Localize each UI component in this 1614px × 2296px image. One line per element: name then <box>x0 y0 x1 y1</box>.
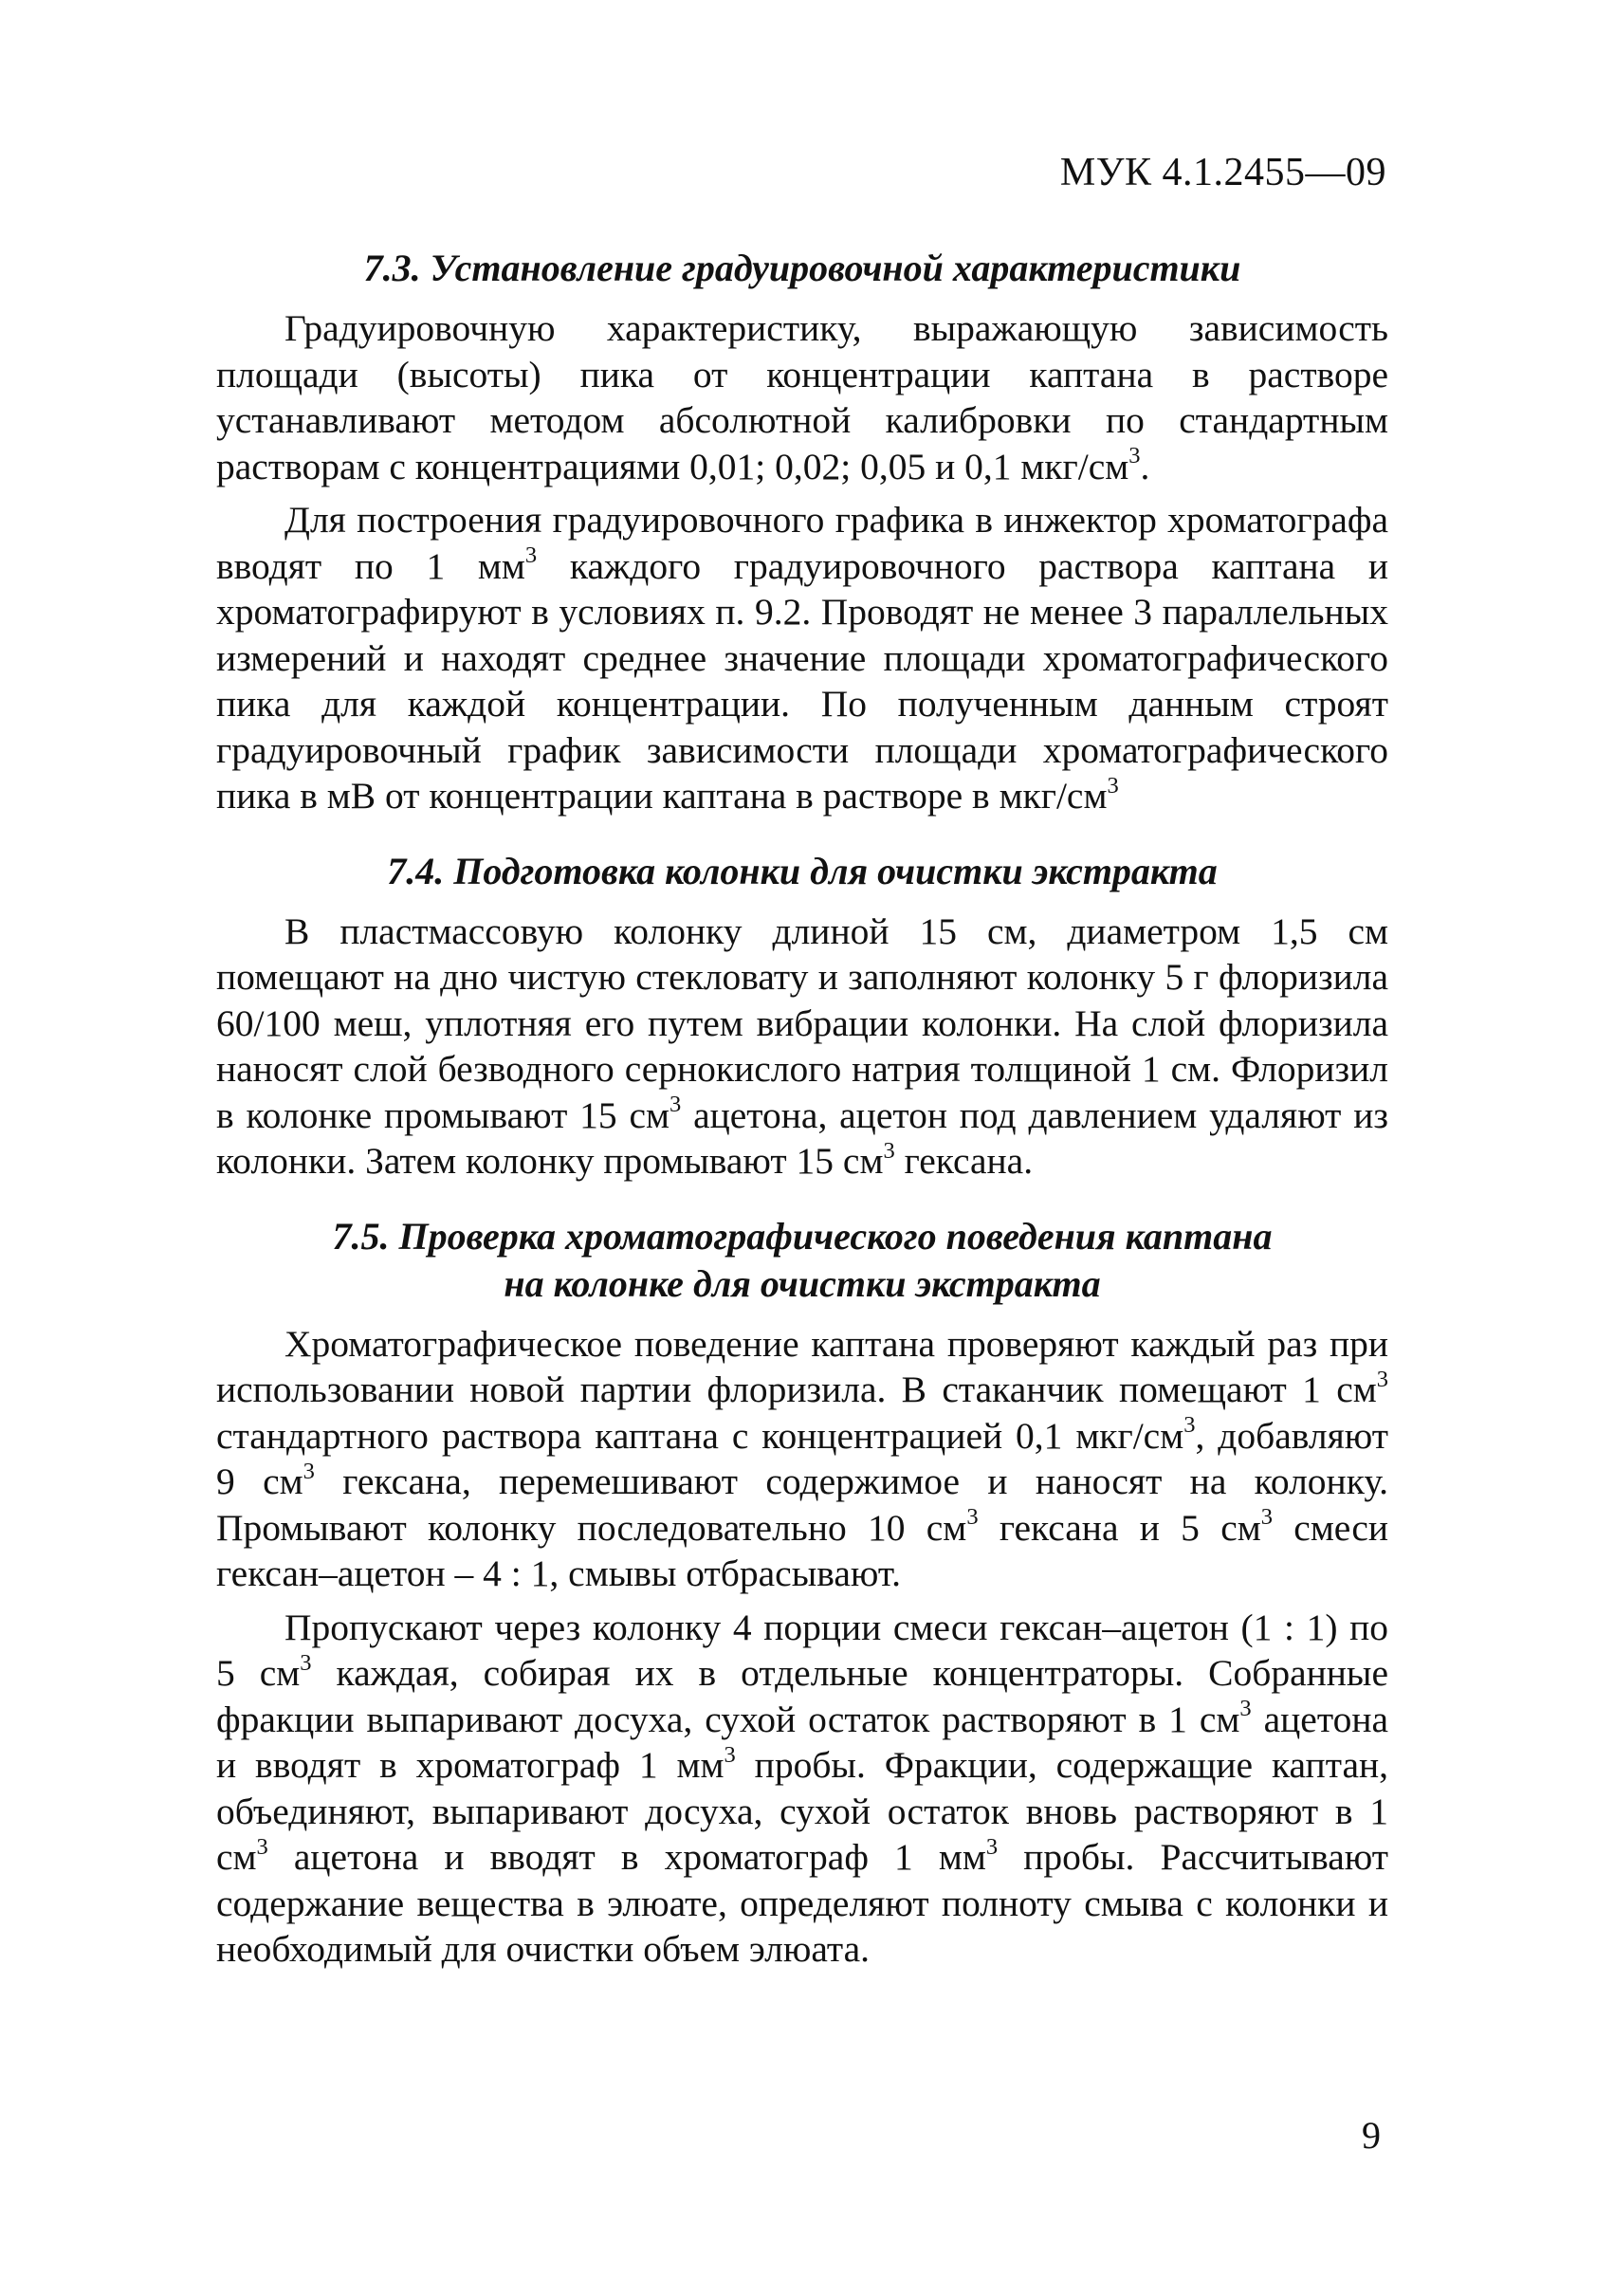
superscript: 3 <box>669 1092 682 1118</box>
section-number: 7.3. <box>363 247 421 289</box>
paragraph <box>216 1321 1388 1597</box>
section-number: 7.4. <box>387 849 445 892</box>
paragraph <box>216 909 1388 1185</box>
superscript: 3 <box>1107 772 1119 799</box>
superscript: 3 <box>883 1137 895 1164</box>
text-run: В пластмассовую колонку длиной 15 см, диаметром 1,5 см помещают на дно чистую стекловату и заполняют колонку 5 г флоризила 60/100 меш, уплотняя его путем вибрации колонки. На слой флоризила наносят слой безводного сернокислого натрия толщиной 1 см. Флоризил в колонке промывают 15 см <box>216 909 1388 1136</box>
superscript: 3 <box>303 1458 315 1484</box>
section-title: Подготовка колонки для очистки экстракта <box>453 849 1218 892</box>
text-run: ацетона и вводят в хроматограф 1 мм <box>267 1836 986 1878</box>
section-number: 7.5. <box>332 1214 390 1258</box>
text-run: стандартного раствора каптана с концентрацией 0,1 мкг/см <box>216 1414 1184 1457</box>
section-7-4-heading <box>216 848 1388 895</box>
page-content <box>216 245 1388 1980</box>
superscript: 3 <box>1183 1412 1196 1439</box>
text-run: каждого градуировочного раствора каптана и хроматографируют в условиях п. 9.2. Проводят не менее 3 параллельных измерений и находят среднее значение площади хроматографического пика для каждой концентрации. По полученным данным строят градуировочный график зависимости площади хроматографического пика в мВ от концентрации каптана в растворе в мкг/см <box>216 544 1388 817</box>
text-run: Хроматографическое поведение каптана проверяют каждый раз при использовании новой партии флоризила. В стаканчик помещают 1 см <box>216 1322 1388 1410</box>
superscript: 3 <box>724 1741 736 1768</box>
section-title-line1: Проверка хроматографического поведения каптана <box>398 1214 1273 1258</box>
text-run: Для построения градуировочного графика в инжектор хроматографа вводят по 1 мм <box>216 499 1388 587</box>
text-run: пробы. Рассчитывают содержание вещества в элюате, определяют полноту смыва с колонки и необходимый для очистки объем элюата. <box>216 1836 1388 1970</box>
section-title: Установление градуировочной характеристики <box>430 247 1241 289</box>
paragraph <box>216 305 1388 489</box>
text-run: Градуировочную характеристику, выражающую зависимость площади (высоты) пика от концентрации каптана в растворе устанавливают методом абсолютной калибровки по стандартным растворам с концентрациями 0,01; 0,02; 0,05 и 0,1 мкг/см <box>216 307 1388 487</box>
text-run: каждая, собирая их в отдельные концентраторы. Собранные фракции выпаривают досуха, сухой остаток растворяют в 1 см <box>216 1652 1389 1740</box>
text-run: гексана и 5 см <box>978 1506 1261 1549</box>
page-number: 9 <box>1362 2114 1381 2157</box>
text-run: Пропускают через колонку 4 порции смеси гексан–ацетон (1 : 1) по 5 см <box>216 1606 1388 1694</box>
paragraph <box>216 1605 1388 1973</box>
text-run: смеси гексан–ацетон – 4 : 1, смывы отбрасывают. <box>216 1506 1388 1594</box>
text-run: ацетона, ацетон под давлением удаляют из колонки. Затем колонку промывают 15 см <box>216 1093 1388 1182</box>
text-run: пробы. Фракции, содержащие каптан, объединяют, выпаривают досуха, сухой остаток вновь растворяют в 1 см <box>216 1744 1388 1878</box>
text-run: . <box>1140 445 1150 487</box>
superscript: 3 <box>1376 1366 1388 1392</box>
superscript: 3 <box>985 1833 999 1860</box>
superscript: 3 <box>1260 1504 1273 1531</box>
section-7-3-heading <box>216 245 1388 292</box>
text-run: ацетона и вводят в хроматограф 1 мм <box>216 1698 1388 1786</box>
text-run: гексана. <box>894 1140 1034 1182</box>
superscript: 3 <box>966 1504 979 1531</box>
section-7-5-heading <box>216 1213 1388 1308</box>
superscript: 3 <box>1239 1696 1252 1722</box>
superscript: 3 <box>524 542 538 569</box>
paragraph <box>216 497 1388 819</box>
superscript: 3 <box>300 1649 312 1676</box>
text-run: , добавляют 9 см <box>216 1414 1388 1502</box>
section-title-line2: на колонке для очистки экстракта <box>504 1261 1101 1305</box>
superscript: 3 <box>1128 443 1141 469</box>
text-run: гексана, перемешивают содержимое и наносят на колонку. Промывают колонку последовательно 10 см <box>216 1460 1389 1549</box>
document-code-header: МУК 4.1.2455—09 <box>1059 151 1386 194</box>
superscript: 3 <box>256 1833 268 1860</box>
